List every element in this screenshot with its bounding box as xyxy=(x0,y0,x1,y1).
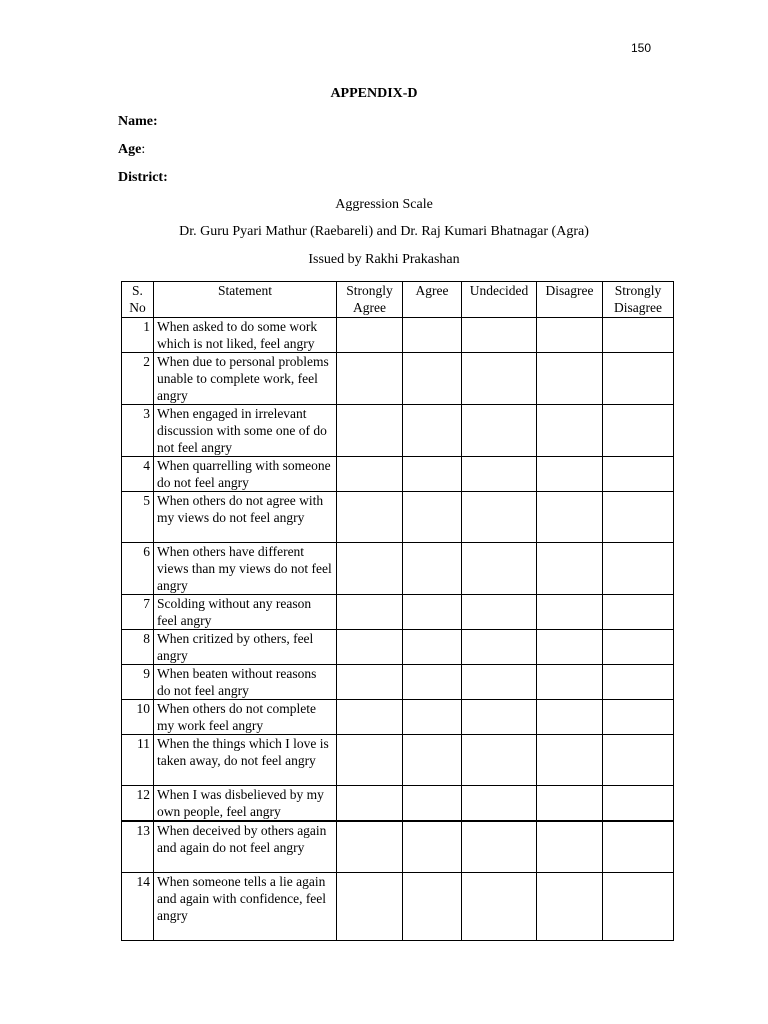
table-row xyxy=(122,492,674,543)
row-serial-no: 5 xyxy=(122,492,154,543)
table-row xyxy=(122,543,674,595)
row-serial-no: 12 xyxy=(122,786,154,822)
response-cell-strongly-agree[interactable] xyxy=(337,735,403,786)
response-cell-strongly-disagree[interactable] xyxy=(603,665,674,700)
name-field xyxy=(118,114,158,130)
response-cell-strongly-disagree[interactable] xyxy=(603,821,674,872)
response-cell-disagree[interactable] xyxy=(537,318,603,353)
district-field xyxy=(118,170,168,186)
response-cell-agree[interactable] xyxy=(403,630,462,665)
response-cell-strongly-agree[interactable] xyxy=(337,700,403,735)
response-cell-disagree[interactable] xyxy=(537,405,603,457)
response-cell-strongly-disagree[interactable] xyxy=(603,318,674,353)
response-cell-undecided[interactable] xyxy=(462,405,537,457)
response-cell-agree[interactable] xyxy=(403,318,462,353)
response-cell-strongly-disagree[interactable] xyxy=(603,595,674,630)
response-cell-strongly-agree[interactable] xyxy=(337,665,403,700)
response-cell-strongly-disagree[interactable] xyxy=(603,872,674,940)
age-label: Age xyxy=(118,142,142,157)
response-cell-strongly-agree[interactable] xyxy=(337,872,403,940)
response-cell-undecided[interactable] xyxy=(462,457,537,492)
row-serial-no: 14 xyxy=(122,872,154,940)
table-row xyxy=(122,821,674,872)
page-title: APPENDIX-D xyxy=(330,86,418,101)
response-cell-disagree[interactable] xyxy=(537,872,603,940)
response-cell-strongly-disagree[interactable] xyxy=(603,630,674,665)
row-statement: When I was disbelieved by my own people, feel angry xyxy=(154,786,337,822)
response-cell-strongly-agree[interactable] xyxy=(337,318,403,353)
response-cell-disagree[interactable] xyxy=(537,821,603,872)
row-statement: When others do not complete my work feel angry xyxy=(154,700,337,735)
age-value: : xyxy=(141,142,146,157)
response-cell-disagree[interactable] xyxy=(537,492,603,543)
row-statement: When critized by others, feel angry xyxy=(154,630,337,665)
response-cell-agree[interactable] xyxy=(403,492,462,543)
response-cell-strongly-disagree[interactable] xyxy=(603,786,674,822)
response-cell-agree[interactable] xyxy=(403,405,462,457)
response-cell-disagree[interactable] xyxy=(537,665,603,700)
response-cell-agree[interactable] xyxy=(403,786,462,822)
table-row xyxy=(122,457,674,492)
name-label: Name: xyxy=(118,114,158,129)
response-cell-agree[interactable] xyxy=(403,872,462,940)
response-cell-strongly-agree[interactable] xyxy=(337,630,403,665)
response-cell-strongly-agree[interactable] xyxy=(337,543,403,595)
response-cell-undecided[interactable] xyxy=(462,872,537,940)
response-cell-agree[interactable] xyxy=(403,457,462,492)
header-undecided: Undecided xyxy=(462,282,537,318)
response-cell-strongly-disagree[interactable] xyxy=(603,492,674,543)
response-cell-disagree[interactable] xyxy=(537,630,603,665)
row-statement: When engaged in irrelevant discussion with some one of do not feel angry xyxy=(154,405,337,457)
response-cell-undecided[interactable] xyxy=(462,786,537,822)
response-cell-strongly-agree[interactable] xyxy=(337,457,403,492)
aggression-scale-table xyxy=(121,281,674,941)
header-statement: Statement xyxy=(154,282,337,318)
response-cell-agree[interactable] xyxy=(403,735,462,786)
age-field xyxy=(118,142,145,158)
row-serial-no: 1 xyxy=(122,318,154,353)
table-row xyxy=(122,735,674,786)
response-cell-strongly-disagree[interactable] xyxy=(603,735,674,786)
response-cell-strongly-agree[interactable] xyxy=(337,353,403,405)
response-cell-strongly-disagree[interactable] xyxy=(603,700,674,735)
row-statement: When others do not agree with my views do not feel angry xyxy=(154,492,337,543)
table-row xyxy=(122,872,674,940)
table-row xyxy=(122,405,674,457)
response-cell-undecided[interactable] xyxy=(462,700,537,735)
row-serial-no: 9 xyxy=(122,665,154,700)
response-cell-undecided[interactable] xyxy=(462,821,537,872)
response-cell-disagree[interactable] xyxy=(537,457,603,492)
header-serial-no: S. No xyxy=(122,282,154,318)
response-cell-strongly-disagree[interactable] xyxy=(603,353,674,405)
response-cell-agree[interactable] xyxy=(403,595,462,630)
response-cell-disagree[interactable] xyxy=(537,700,603,735)
table-row xyxy=(122,665,674,700)
response-cell-agree[interactable] xyxy=(403,821,462,872)
table-row xyxy=(122,353,674,405)
row-serial-no: 6 xyxy=(122,543,154,595)
response-cell-undecided[interactable] xyxy=(462,353,537,405)
scale-title: Aggression Scale xyxy=(335,197,433,212)
row-statement: When due to personal problems unable to complete work, feel angry xyxy=(154,353,337,405)
response-cell-undecided[interactable] xyxy=(462,543,537,595)
response-cell-undecided[interactable] xyxy=(462,735,537,786)
row-statement: When deceived by others again and again do not feel angry xyxy=(154,821,337,872)
table-row xyxy=(122,595,674,630)
header-disagree: Disagree xyxy=(537,282,603,318)
row-statement: When quarrelling with someone do not feel angry xyxy=(154,457,337,492)
response-cell-strongly-disagree[interactable] xyxy=(603,405,674,457)
response-cell-undecided[interactable] xyxy=(462,595,537,630)
response-cell-strongly-agree[interactable] xyxy=(337,595,403,630)
response-cell-agree[interactable] xyxy=(403,665,462,700)
response-cell-disagree[interactable] xyxy=(537,786,603,822)
response-cell-disagree[interactable] xyxy=(537,595,603,630)
response-cell-undecided[interactable] xyxy=(462,318,537,353)
response-cell-undecided[interactable] xyxy=(462,665,537,700)
row-statement: When others have different views than my views do not feel angry xyxy=(154,543,337,595)
header-strongly-disagree: Strongly Disagree xyxy=(603,282,674,318)
row-serial-no: 10 xyxy=(122,700,154,735)
row-serial-no: 3 xyxy=(122,405,154,457)
scale-authors: Dr. Guru Pyari Mathur (Raebareli) and Dr. Raj Kumari Bhatnagar (Agra) xyxy=(179,224,589,239)
response-cell-agree[interactable] xyxy=(403,700,462,735)
response-cell-strongly-agree[interactable] xyxy=(337,821,403,872)
response-cell-agree[interactable] xyxy=(403,543,462,595)
row-statement: When asked to do some work which is not liked, feel angry xyxy=(154,318,337,353)
row-serial-no: 4 xyxy=(122,457,154,492)
page-number: 150 xyxy=(631,41,652,55)
row-serial-no: 13 xyxy=(122,821,154,872)
district-label: District: xyxy=(118,170,168,185)
row-serial-no: 2 xyxy=(122,353,154,405)
row-serial-no: 8 xyxy=(122,630,154,665)
header-strongly-agree: Strongly Agree xyxy=(337,282,403,318)
row-statement: When the things which I love is taken away, do not feel angry xyxy=(154,735,337,786)
table-row xyxy=(122,318,674,353)
table-header-row xyxy=(122,282,674,318)
row-serial-no: 11 xyxy=(122,735,154,786)
table-row xyxy=(122,786,674,822)
response-cell-strongly-agree[interactable] xyxy=(337,405,403,457)
table-row xyxy=(122,630,674,665)
row-statement: When beaten without reasons do not feel angry xyxy=(154,665,337,700)
table-row xyxy=(122,700,674,735)
response-cell-undecided[interactable] xyxy=(462,630,537,665)
row-statement: When someone tells a lie again and again with confidence, feel angry xyxy=(154,872,337,940)
response-cell-strongly-agree[interactable] xyxy=(337,786,403,822)
response-cell-disagree[interactable] xyxy=(537,543,603,595)
response-cell-strongly-disagree[interactable] xyxy=(603,457,674,492)
header-agree: Agree xyxy=(403,282,462,318)
response-cell-disagree[interactable] xyxy=(537,353,603,405)
row-serial-no: 7 xyxy=(122,595,154,630)
response-cell-undecided[interactable] xyxy=(462,492,537,543)
response-cell-agree[interactable] xyxy=(403,353,462,405)
response-cell-strongly-agree[interactable] xyxy=(337,492,403,543)
scale-publisher: Issued by Rakhi Prakashan xyxy=(308,252,460,267)
row-statement: Scolding without any reason feel angry xyxy=(154,595,337,630)
response-cell-disagree[interactable] xyxy=(537,735,603,786)
response-cell-strongly-disagree[interactable] xyxy=(603,543,674,595)
